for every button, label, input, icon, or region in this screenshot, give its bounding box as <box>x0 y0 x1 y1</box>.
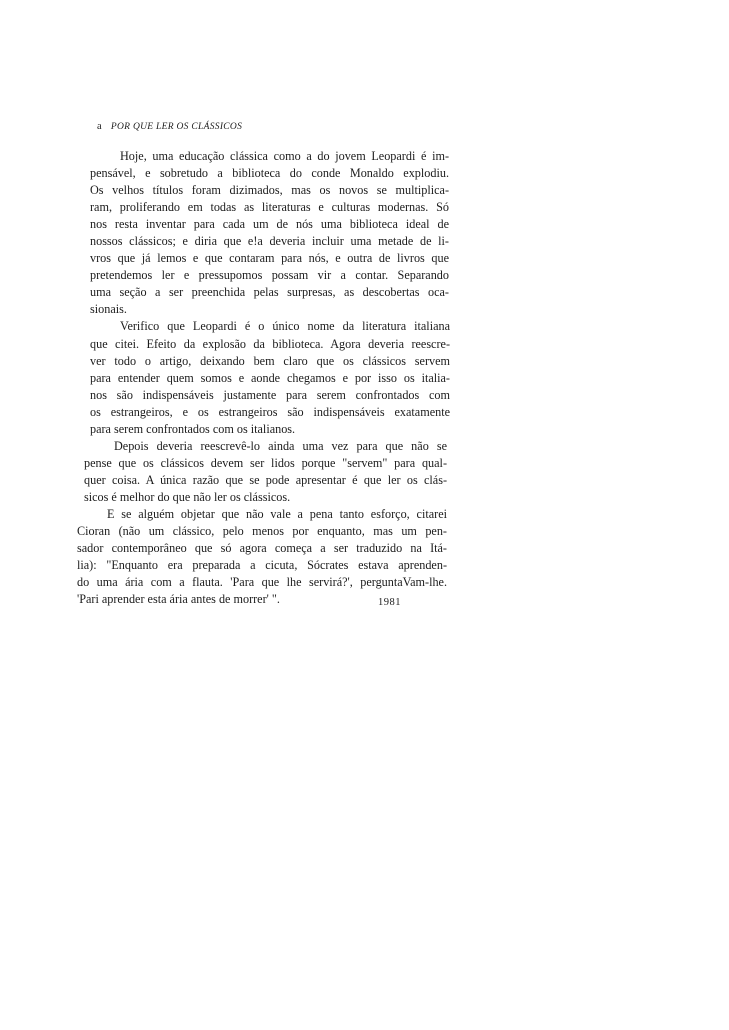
text-line: Depois deveria reescrevê-lo ainda uma vez para que não se <box>114 438 447 453</box>
text-line: do uma ária com a flauta. 'Para que lhe servirá?', perguntaVam-lhe. <box>77 575 447 590</box>
body-text <box>77 148 450 608</box>
running-head-title: POR QUE LER OS CLÁSSICOS <box>110 122 243 132</box>
text-line: 'Pari aprender esta ária antes de morrer' ". <box>77 592 280 607</box>
text-line: ver todo o artigo, deixando bem claro que os clássicos servem <box>90 353 450 368</box>
text-line: Os velhos títulos foram dizimados, mas os novos se multiplica- <box>90 183 449 198</box>
text-line: Cioran (não um clássico, pelo menos por enquanto, mas um pen- <box>77 524 447 539</box>
text-line: sionais. <box>90 302 127 317</box>
running-head <box>97 121 242 132</box>
text-line: quer coisa. A única razão que se pode apresentar é que ler os clás- <box>84 472 447 487</box>
text-line: para entender quem somos e aonde chegamos e por isso os italia- <box>90 370 450 385</box>
text-line: Verifico que Leopardi é o único nome da literatura italiana <box>120 319 450 334</box>
text-line: os estrangeiros, e os estrangeiros são indispensáveis exatamente <box>90 404 450 419</box>
text-line: sador contemporâneo que só agora começa a ser traduzido na Itá- <box>77 541 447 556</box>
text-line: E se alguém objetar que não vale a pena tanto esforço, citarei <box>107 506 447 521</box>
text-line: pretendemos ler e pressupomos possam vir a contar. Separando <box>90 268 449 283</box>
page-folio: a <box>97 121 102 132</box>
essay-date: 1981 <box>378 597 401 608</box>
text-line: que citei. Efeito da explosão da biblioteca. Agora deveria reescre- <box>90 336 450 351</box>
text-line: para serem confrontados com os italianos. <box>90 421 296 436</box>
text-line: sicos é melhor do que não ler os clássicos. <box>84 489 291 504</box>
text-line: Hoje, uma educação clássica como a do jovem Leopardi é im- <box>120 149 449 163</box>
text-line: vros que já lemos e que contaram para nós, e outra de livros que <box>90 251 449 266</box>
text-line: pensável, e sobretudo a biblioteca do conde Monaldo explodiu. <box>90 166 449 181</box>
text-line: nossos clássicos; e diria que e!a deveria incluir uma metade de li- <box>90 234 449 249</box>
text-line: nos são indispensáveis justamente para serem confrontados com <box>90 387 450 402</box>
text-line: nos resta inventar para cada um de nós uma biblioteca ideal de <box>90 217 449 232</box>
text-line: ram, proliferando em todas as literaturas e culturas modernas. Só <box>90 200 449 215</box>
text-line: lia): "Enquanto era preparada a cicuta, Sócrates estava aprenden- <box>77 558 447 573</box>
text-line: pense que os clássicos devem ser lidos porque "servem" para qual- <box>84 455 447 470</box>
text-line: uma seção a ser preenchida pelas surpresas, as descobertas oca- <box>90 285 449 300</box>
